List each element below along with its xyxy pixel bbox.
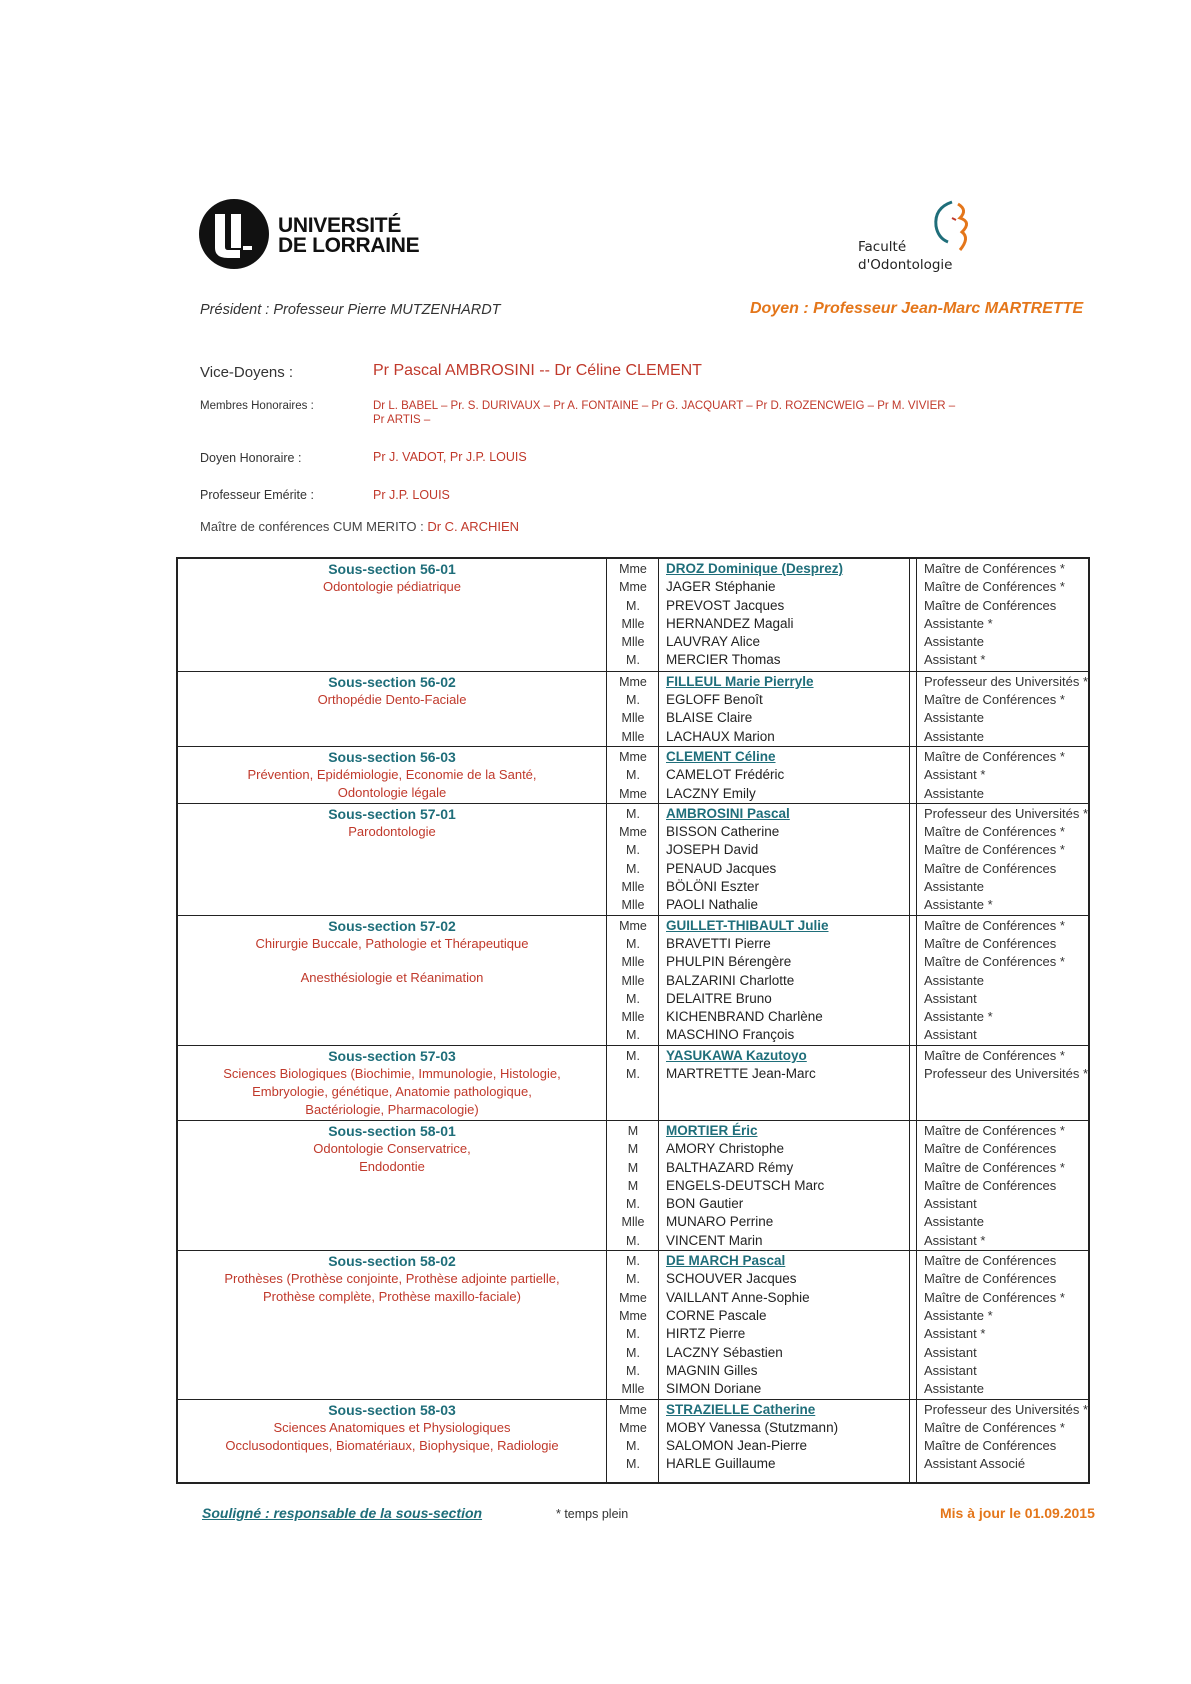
staff-civility-column xyxy=(608,1047,658,1084)
staff-civility-column xyxy=(608,748,658,803)
staff-title: Assistant * xyxy=(924,767,986,783)
sub-section-heading xyxy=(178,1251,606,1306)
staff-title: Assistante xyxy=(924,879,984,895)
sub-section-block xyxy=(178,803,1088,915)
staff-title: Professeur des Universités * xyxy=(924,1401,1089,1417)
staff-civility: M. xyxy=(626,861,640,876)
staff-name: SALOMON Jean-Pierre xyxy=(666,1438,808,1454)
staff-title: Maître de Conférences * xyxy=(924,579,1065,595)
staff-civility: M. xyxy=(626,1363,640,1378)
staff-civility-column xyxy=(608,1252,658,1398)
staff-civility: Mlle xyxy=(621,898,645,913)
staff-civility: M. xyxy=(626,1439,640,1454)
staff-title: Assistant xyxy=(924,1344,977,1360)
staff-name: PAOLI Nathalie xyxy=(666,897,759,913)
university-name: UNIVERSITÉ DE LORRAINE xyxy=(278,214,420,257)
staff-title: Assistant * xyxy=(924,1232,986,1248)
president-line: Président : Professeur Pierre MUTZENHARDT xyxy=(200,302,501,318)
staff-title: Maître de Conférences * xyxy=(924,842,1065,858)
staff-title: Maître de Conférences * xyxy=(924,1419,1065,1435)
doyen-honoraire-label: Doyen Honoraire : xyxy=(200,451,302,465)
staff-title-column xyxy=(924,748,1094,803)
staff-civility: M. xyxy=(626,693,640,708)
staff-civility: Mlle xyxy=(621,635,645,650)
staff-name: PENAUD Jacques xyxy=(666,860,777,876)
staff-civility: Mlle xyxy=(621,955,645,970)
staff-name: LACHAUX Marion xyxy=(666,728,775,744)
staff-civility: M. xyxy=(626,1457,640,1472)
staff-title: Maître de Conférences xyxy=(924,1253,1057,1269)
sub-section-title: Sous-section 56-03 xyxy=(328,749,456,765)
staff-title: Assistante * xyxy=(924,1009,993,1025)
doyen-honoraire-value: Pr J. VADOT, Pr J.P. LOUIS xyxy=(373,450,527,464)
staff-civility: Mlle xyxy=(621,1382,645,1397)
staff-civility: M. xyxy=(626,598,640,613)
sub-section-title: Sous-section 58-02 xyxy=(328,1253,456,1270)
sub-section-heading xyxy=(178,1121,606,1176)
staff-name: AMORY Christophe xyxy=(666,1141,785,1157)
staff-civility: M xyxy=(627,1178,639,1193)
staff-civility: M. xyxy=(626,1067,640,1082)
staff-title: Professeur des Universités * xyxy=(924,805,1089,821)
sub-section-title: Sous-section 57-01 xyxy=(328,805,456,822)
staff-name-column xyxy=(666,560,901,670)
sub-section-heading xyxy=(178,1400,606,1455)
staff-title: Assistant xyxy=(924,1196,977,1212)
sub-section-heading xyxy=(178,559,606,596)
staff-name: BISSON Catherine xyxy=(666,824,780,840)
staff-civility-column xyxy=(608,805,658,915)
professeur-emerite-value: Pr J.P. LOUIS xyxy=(373,488,450,502)
footer-update-date: Mis à jour le 01.09.2015 xyxy=(940,1505,1095,1521)
staff-title-column xyxy=(924,1252,1094,1398)
staff-name: DELAITRE Bruno xyxy=(666,990,772,1006)
staff-name: YASUKAWA Kazutoyo xyxy=(666,1047,807,1063)
staff-civility: Mlle xyxy=(621,880,645,895)
vice-doyens-label: Vice-Doyens : xyxy=(200,364,294,381)
staff-name-column xyxy=(666,1401,901,1474)
staff-civility: Mme xyxy=(619,918,647,933)
staff-name-column xyxy=(666,673,901,746)
staff-civility: Mme xyxy=(619,1402,647,1417)
staff-title-column xyxy=(924,1401,1094,1474)
staff-title: Maître de Conférences xyxy=(924,1141,1057,1157)
staff-title: Maître de Conférences * xyxy=(924,917,1065,933)
staff-civility-column xyxy=(608,673,658,746)
sub-section-block xyxy=(178,671,1088,746)
sub-section-title: Sous-section 58-03 xyxy=(328,1401,456,1418)
staff-name: MAGNIN Gilles xyxy=(666,1362,758,1378)
sub-section-heading xyxy=(178,672,606,709)
staff-name: MERCIER Thomas xyxy=(666,652,781,668)
staff-title: Maître de Conférences xyxy=(924,860,1057,876)
staff-civility: Mme xyxy=(619,1290,647,1305)
staff-civility: M. xyxy=(626,1028,640,1043)
staff-name: MARTRETTE Jean-Marc xyxy=(666,1066,816,1082)
sub-section-block xyxy=(178,746,1088,803)
staff-name-column xyxy=(666,917,901,1045)
staff-name: CORNE Pascale xyxy=(666,1307,767,1323)
staff-title: Assistant xyxy=(924,1362,977,1378)
staff-civility: M xyxy=(627,1142,639,1157)
sub-section-discipline: Prothèses (Prothèse conjointe, Prothèse adjointe partielle, xyxy=(224,1271,560,1287)
staff-name: BLAISE Claire xyxy=(666,710,753,726)
sub-section-heading xyxy=(178,1046,606,1119)
faculty-name: Faculté d'Odontologie xyxy=(858,239,953,273)
cum-merito-line: Maître de conférences CUM MERITO : Dr C. ARCHIEN xyxy=(200,519,520,534)
sub-section-block xyxy=(178,1045,1088,1120)
staff-title-column xyxy=(924,917,1094,1045)
staff-civility-column xyxy=(608,1401,658,1474)
staff-name: ENGELS-DEUTSCH Marc xyxy=(666,1177,825,1193)
sub-section-heading xyxy=(178,747,606,802)
staff-title: Assistante xyxy=(924,728,984,744)
staff-civility: Mlle xyxy=(621,729,645,744)
staff-name: FILLEUL Marie Pierryle xyxy=(666,673,814,689)
staff-name: BON Gautier xyxy=(666,1196,744,1212)
sub-section-discipline: Sciences Biologiques (Biochimie, Immunologie, Histologie, xyxy=(223,1065,561,1081)
sub-section-discipline xyxy=(178,953,606,969)
staff-civility: M xyxy=(627,1160,639,1175)
staff-civility: M. xyxy=(626,1254,640,1269)
sub-section-block xyxy=(178,1399,1088,1474)
staff-name: HIRTZ Pierre xyxy=(666,1326,746,1342)
membres-honoraires-value: Dr L. BABEL – Pr. S. DURIVAUX – Pr A. FONTAINE – Pr G. JACQUART – Pr D. ROZENCWEIG – Pr M. VIVIER – Pr ARTIS – xyxy=(373,400,956,426)
staff-name-column xyxy=(666,805,901,915)
staff-title: Assistante xyxy=(924,1214,984,1230)
staff-title: Maître de Conférences xyxy=(924,935,1057,951)
sub-section-discipline: Embryologie, génétique, Anatomie pathologique, xyxy=(252,1083,532,1099)
staff-title-column xyxy=(924,1122,1094,1250)
staff-name: LACZNY Sébastien xyxy=(666,1344,783,1360)
sub-section-discipline: Odontologie Conservatrice, xyxy=(313,1141,471,1156)
professeur-emerite-label: Professeur Emérite : xyxy=(200,488,314,502)
staff-title: Assistante xyxy=(924,1381,984,1397)
membres-honoraires-label: Membres Honoraires : xyxy=(200,400,314,412)
sub-section-discipline: Prothèse complète, Prothèse maxillo-faciale) xyxy=(263,1289,521,1305)
staff-title: Maître de Conférences * xyxy=(924,1289,1065,1305)
staff-civility: Mme xyxy=(619,1308,647,1323)
sub-section-block xyxy=(178,1120,1088,1250)
staff-title: Assistante xyxy=(924,634,984,650)
staff-name: AMBROSINI Pascal xyxy=(666,805,790,821)
staff-civility: Mlle xyxy=(621,1010,645,1025)
sub-section-block xyxy=(178,559,1088,671)
sub-section-heading xyxy=(178,804,606,841)
staff-name: EGLOFF Benoît xyxy=(666,692,763,708)
staff-civility: M. xyxy=(626,1233,640,1248)
sub-section-discipline: Orthopédie Dento-Faciale xyxy=(317,691,467,707)
staff-name: HARLE Guillaume xyxy=(666,1456,776,1472)
sub-section-title: Sous-section 56-02 xyxy=(328,673,456,690)
staff-title: Maître de Conférences xyxy=(924,1271,1057,1287)
staff-name: BALTHAZARD Rémy xyxy=(666,1159,794,1175)
sub-section-discipline: Sciences Anatomiques et Physiologiques xyxy=(273,1419,511,1435)
staff-civility: M. xyxy=(626,1272,640,1287)
staff-name: DROZ Dominique (Desprez) xyxy=(666,561,844,576)
staff-civility: Mme xyxy=(619,580,647,595)
staff-title: Assistante xyxy=(924,710,984,726)
sub-section-block xyxy=(178,1250,1088,1398)
staff-name: HERNANDEZ Magali xyxy=(666,615,794,631)
vice-doyens-value: Pr Pascal AMBROSINI -- Dr Céline CLEMENT xyxy=(373,362,702,379)
staff-civility: M. xyxy=(626,806,640,821)
sub-section-title: Sous-section 57-03 xyxy=(328,1047,456,1064)
universite-de-lorraine-logo-icon xyxy=(198,198,270,270)
sub-section-title: Sous-section 57-02 xyxy=(328,917,456,934)
staff-title: Assistante * xyxy=(924,615,993,631)
staff-name: BRAVETTI Pierre xyxy=(666,935,771,951)
sub-section-discipline: Endodontie xyxy=(359,1159,425,1174)
staff-name-column xyxy=(666,1252,901,1398)
staff-civility: Mme xyxy=(619,786,647,801)
staff-name: KICHENBRAND Charlène xyxy=(666,1009,823,1025)
staff-civility: Mme xyxy=(619,1420,647,1435)
staff-title: Professeur des Universités * xyxy=(924,673,1089,689)
staff-table xyxy=(176,557,1090,1484)
sub-section-title: Sous-section 56-01 xyxy=(328,561,456,577)
sub-section-discipline: Chirurgie Buccale, Pathologie et Thérapeutique xyxy=(255,935,529,951)
staff-name: CLEMENT Céline xyxy=(666,749,776,764)
staff-title: Assistante xyxy=(924,785,984,801)
staff-name: DE MARCH Pascal xyxy=(666,1253,786,1269)
staff-title: Assistant * xyxy=(924,1326,986,1342)
staff-name: LAUVRAY Alice xyxy=(666,634,761,650)
staff-title: Assistante * xyxy=(924,1307,993,1323)
staff-title: Assistante * xyxy=(924,897,993,913)
sub-section-discipline: Odontologie légale xyxy=(337,785,447,800)
staff-civility: M. xyxy=(626,991,640,1006)
staff-title: Assistante xyxy=(924,972,984,988)
staff-name: BÖLÖNI Eszter xyxy=(666,879,760,895)
staff-title-column xyxy=(924,1047,1094,1084)
staff-title: Maître de Conférences xyxy=(924,1177,1057,1193)
staff-civility: M. xyxy=(626,936,640,951)
staff-civility-column xyxy=(608,1122,658,1250)
staff-name: BALZARINI Charlotte xyxy=(666,972,795,988)
staff-name: MUNARO Perrine xyxy=(666,1214,774,1230)
staff-name: PREVOST Jacques xyxy=(666,597,785,613)
staff-title-column xyxy=(924,560,1094,670)
staff-civility: Mlle xyxy=(621,973,645,988)
staff-name: VAILLANT Anne-Sophie xyxy=(666,1289,810,1305)
staff-title: Maître de Conférences * xyxy=(924,1047,1065,1063)
staff-civility-column xyxy=(608,560,658,670)
staff-title: Maître de Conférences * xyxy=(924,561,1065,576)
staff-title-column xyxy=(924,805,1094,915)
staff-title: Maître de Conférences xyxy=(924,597,1057,613)
staff-name: JOSEPH David xyxy=(666,842,759,858)
staff-title: Assistant xyxy=(924,1027,977,1043)
staff-civility: Mlle xyxy=(621,1215,645,1230)
staff-name: SCHOUVER Jacques xyxy=(666,1271,797,1287)
staff-title: Maître de Conférences * xyxy=(924,1123,1065,1138)
staff-civility: M. xyxy=(626,653,640,668)
sub-section-discipline: Prévention, Epidémiologie, Economie de la Santé, xyxy=(247,767,537,782)
staff-civility: Mlle xyxy=(621,711,645,726)
staff-title: Maître de Conférences * xyxy=(924,1159,1065,1175)
staff-civility: Mme xyxy=(619,562,647,576)
staff-title: Maître de Conférences * xyxy=(924,824,1065,840)
sub-section-discipline: Occlusodontiques, Biomatériaux, Biophysique, Radiologie xyxy=(225,1437,559,1453)
staff-title-column xyxy=(924,673,1094,746)
staff-name: MORTIER Éric xyxy=(666,1123,758,1138)
sub-section-title: Sous-section 58-01 xyxy=(328,1123,456,1139)
sub-section-discipline: Odontologie pédiatrique xyxy=(322,579,462,594)
staff-name: SIMON Doriane xyxy=(666,1381,762,1397)
doyen-line: Doyen : Professeur Jean-Marc MARTRETTE xyxy=(750,300,1084,317)
staff-name: CAMELOT Frédéric xyxy=(666,767,785,783)
staff-name: PHULPIN Bérengère xyxy=(666,954,792,970)
staff-civility: M. xyxy=(626,1345,640,1360)
staff-civility: Mme xyxy=(619,750,647,764)
staff-name-column xyxy=(666,748,901,803)
footer-full-time-note: * temps plein xyxy=(556,1507,629,1521)
staff-name-column xyxy=(666,1047,901,1084)
sub-section-discipline: Bactériologie, Pharmacologie) xyxy=(305,1101,479,1117)
sub-section-block xyxy=(178,915,1088,1045)
staff-civility: M. xyxy=(626,768,640,783)
staff-title: Maître de Conférences * xyxy=(924,954,1065,970)
staff-title: Professeur des Universités * xyxy=(924,1066,1089,1082)
sub-section-discipline: Parodontologie xyxy=(348,823,436,839)
staff-civility: Mme xyxy=(619,674,647,689)
staff-title: Assistant * xyxy=(924,652,986,668)
staff-name: STRAZIELLE Catherine xyxy=(666,1401,816,1417)
staff-title: Maître de Conférences * xyxy=(924,749,1065,764)
staff-title: Maître de Conférences * xyxy=(924,692,1065,708)
footer-underline-note: Souligné : responsable de la sous-section xyxy=(202,1505,483,1521)
staff-name: MASCHINO François xyxy=(666,1027,795,1043)
staff-civility: Mlle xyxy=(621,616,645,631)
staff-civility-column xyxy=(608,917,658,1045)
staff-name: LACZNY Emily xyxy=(666,785,756,801)
staff-name: VINCENT Marin xyxy=(666,1232,763,1248)
sub-section-heading xyxy=(178,916,606,987)
staff-name: GUILLET-THIBAULT Julie xyxy=(666,917,829,933)
sub-section-discipline: Anesthésiologie et Réanimation xyxy=(300,969,484,985)
staff-civility: M. xyxy=(626,1048,640,1063)
staff-civility: M. xyxy=(626,843,640,858)
staff-civility: Mme xyxy=(619,825,647,840)
staff-name: JAGER Stéphanie xyxy=(666,579,776,595)
staff-civility: M. xyxy=(626,1327,640,1342)
staff-civility: M xyxy=(627,1124,639,1138)
staff-name-column xyxy=(666,1122,901,1250)
staff-civility: M. xyxy=(626,1197,640,1212)
staff-title: Assistant Associé xyxy=(924,1456,1026,1472)
staff-title: Maître de Conférences xyxy=(924,1438,1057,1454)
staff-name: MOBY Vanessa (Stutzmann) xyxy=(666,1419,839,1435)
staff-title: Assistant xyxy=(924,990,977,1006)
